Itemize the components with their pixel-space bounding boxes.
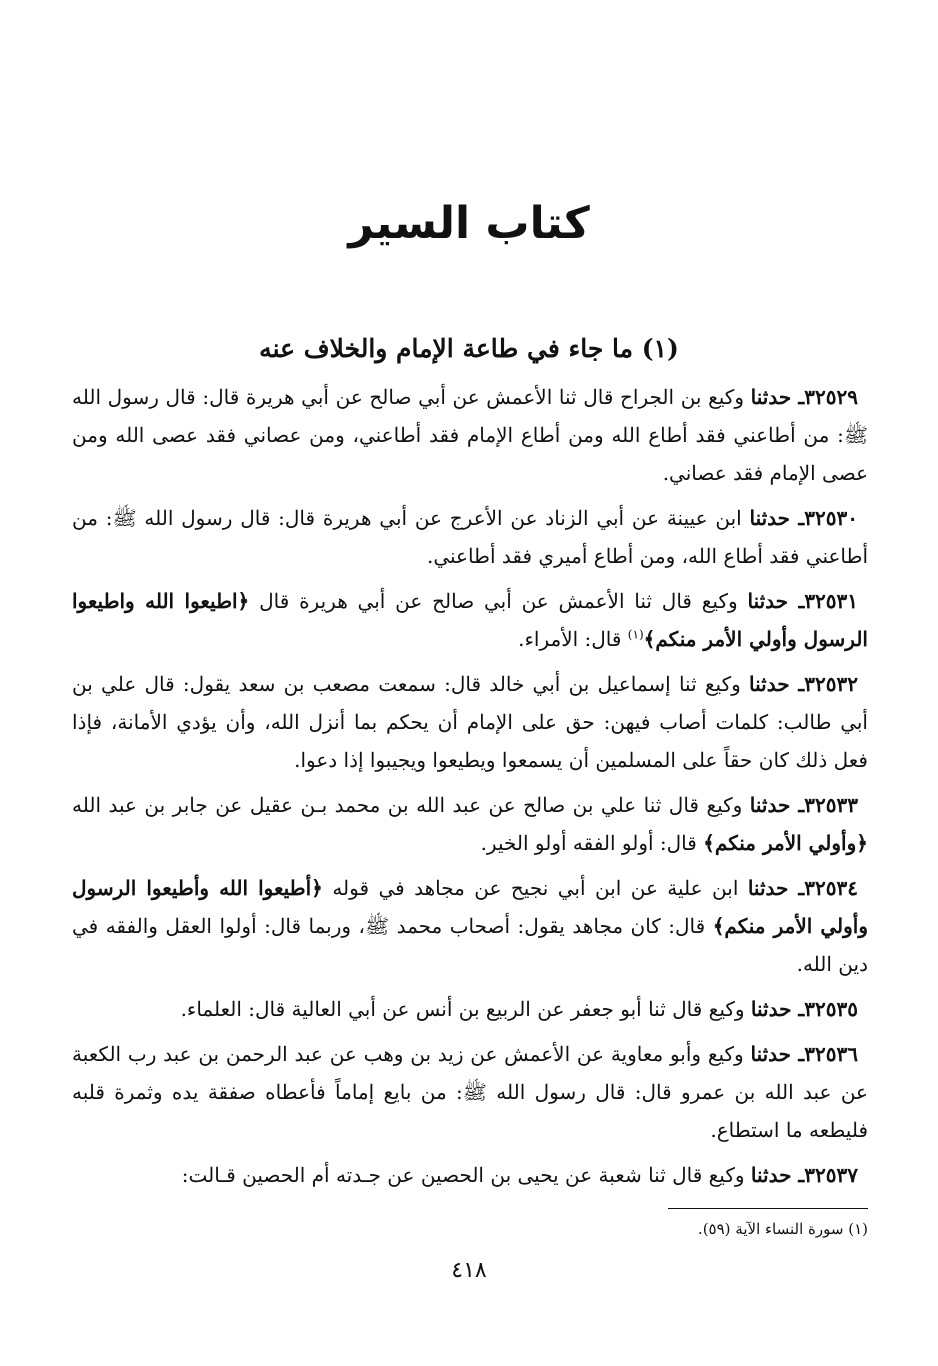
hadith-text: وكيع وأبو معاوية عن الأعمش عن زيد بن وهب عن عبد الرحمن بن عبد رب الكعبة عن عبد الله بن عمرو قال: قال رسول الله ﷺ: من بايع إماماً فأعطاه صفقة يده وثمرة قلبه فليطعه ما استطاع.	[72, 1042, 868, 1142]
chapter-heading: (١) ما جاء في طاعة الإمام والخلاف عنه	[259, 334, 679, 363]
hadith-lead: حدثنا	[749, 506, 791, 530]
hadith-text: وكيع ثنا إسماعيل بن أبي خالد قال: سمعت مصعب بن سعد يقول: قال علي بن أبي طالب: كلمات أصاب فيهن: حق على الإمام أن يحكم بما أنزل الله، وأن يؤدي الأمانة، فإذا فعل ذلك كان حقاً على المسلمين أن يسمعوا ويطيعوا ويجيبوا إذا دعوا.	[72, 672, 868, 772]
hadith-number: ٣٢٥٣٦	[804, 1042, 858, 1066]
footnote-divider	[668, 1208, 868, 1209]
hadith-32535: ٣٢٥٣٥ـ حدثنا وكيع قال ثنا أبو جعفر عن الربيع بن أنس عن أبي العالية قال: العلماء.	[180, 997, 858, 1021]
footnote-ref: (١)	[627, 627, 644, 642]
hadith-lead: حدثنا	[750, 385, 792, 409]
hadith-number: ٣٢٥٣٤	[804, 876, 859, 900]
hadith-number: ٣٢٥٣٥	[804, 997, 858, 1021]
hadith-text: ابن علية عن ابن أبي نجيح عن مجاهد في قوله	[332, 876, 739, 900]
quran-quote: ﴿اطيعوا الله واطيعوا الرسول وأولي الأمر منكم﴾	[72, 589, 868, 651]
hadith-32531: ٣٢٥٣١ـ حدثنا وكيع قال ثنا الأعمش عن أبي صالح عن أبي هريرة قال ﴿اطيعوا الله واطيعوا الرسول وأولي الأمر منكم﴾$^{(١)}$ قال: الأمراء.	[72, 589, 868, 651]
hadith-number: ٣٢٥٣٠	[804, 506, 859, 530]
hadith-number: ٣٢٥٣٢	[804, 672, 858, 696]
hadith-text: قال: أولو الفقه أولو الخير.	[480, 831, 697, 855]
hadith-lead: حدثنا	[747, 589, 789, 613]
hadith-32532: ٣٢٥٣٢ـ حدثنا وكيع ثنا إسماعيل بن أبي خالد قال: سمعت مصعب بن سعد يقول: قال علي بن أبي طالب: كلمات أصاب فيهن: حق على الإمام أن يحكم بما أنزل الله، وأن يؤدي الأمانة، فإذا فعل ذلك كان حقاً على المسلمين أن يسمعوا ويطيعوا ويجيبوا إذا دعوا.	[72, 672, 868, 772]
quran-quote: ﴿وأولي الأمر منكم﴾	[703, 831, 868, 855]
hadith-32530: ٣٢٥٣٠ـ حدثنا ابن عيينة عن أبي الزناد عن الأعرج عن أبي هريرة قال: قال رسول الله ﷺ: من أطاعني فقد أطاع الله، ومن أطاع أميري فقد أطاعني.	[72, 506, 868, 568]
hadith-lead: حدثنا	[747, 876, 789, 900]
hadith-list	[72, 378, 868, 1201]
hadith-32529: ٣٢٥٢٩ـ حدثنا وكيع بن الجراح قال ثنا الأعمش عن أبي صالح عن أبي هريرة قال: قال رسول الله ﷺ: من أطاعني فقد أطاع الله ومن أطاع الإمام فقد أطاعني، ومن عصاني فقد عصى الله ومن عصى الإمام فقد عصاني.	[72, 385, 868, 485]
hadith-lead: حدثنا	[750, 1042, 792, 1066]
hadith-lead: حدثنا	[750, 997, 792, 1021]
hadith-text: قال: كان مجاهد يقول: أصحاب محمد ﷺ، وربما قال: أولوا العقل والفقه في دين الله.	[72, 914, 868, 976]
hadith-text: وكيع بن الجراح قال ثنا الأعمش عن أبي صالح عن أبي هريرة قال: قال رسول الله ﷺ: من أطاعني فقد أطاع الله ومن أطاع الإمام فقد أطاعني، ومن عصاني فقد عصى الله ومن عصى الإمام فقد عصاني.	[72, 385, 868, 485]
hadith-text: وكيع قال ثنا علي بن صالح عن عبد الله بن محمد بـن عقيل عن جابر بن عبد الله	[72, 793, 743, 817]
hadith-number: ٣٢٥٣٧	[804, 1163, 858, 1187]
hadith-text: قال: الأمراء.	[518, 627, 622, 651]
hadith-text: وكيع قال ثنا أبو جعفر عن الربيع بن أنس عن أبي العالية قال: العلماء.	[180, 997, 745, 1021]
hadith-32533: ٣٢٥٣٣ـ حدثنا وكيع قال ثنا علي بن صالح عن عبد الله بن محمد بـن عقيل عن جابر بن عبد الله ﴿وأولي الأمر منكم﴾ قال: أولو الفقه أولو الخير.	[72, 793, 868, 855]
hadith-text: وكيع قال ثنا شعبة عن يحيى بن الحصين عن جـدته أم الحصين قـالت:	[181, 1163, 745, 1187]
hadith-number: ٣٢٥٢٩	[804, 385, 858, 409]
hadith-lead: حدثنا	[750, 1163, 792, 1187]
book-title: كتاب السير	[348, 198, 590, 249]
page-number: ٤١٨	[451, 1258, 487, 1283]
hadith-lead: حدثنا	[749, 672, 790, 696]
quran-quote: ﴿أطيعوا الله وأطيعوا الرسول وأولي الأمر منكم﴾	[72, 876, 868, 938]
hadith-lead: حدثنا	[749, 793, 791, 817]
hadith-number: ٣٢٥٣١	[804, 589, 859, 613]
footnote: (١) سورة النساء الآية (٥٩).	[697, 1220, 868, 1238]
hadith-32537: ٣٢٥٣٧ـ حدثنا وكيع قال ثنا شعبة عن يحيى بن الحصين عن جـدته أم الحصين قـالت:	[181, 1163, 858, 1187]
hadith-number: ٣٢٥٣٣	[804, 793, 859, 817]
hadith-32534: ٣٢٥٣٤ـ حدثنا ابن علية عن ابن أبي نجيح عن مجاهد في قوله ﴿أطيعوا الله وأطيعوا الرسول وأولي الأمر منكم﴾ قال: كان مجاهد يقول: أصحاب محمد ﷺ، وربما قال: أولوا العقل والفقه في دين الله.	[72, 876, 868, 976]
hadith-text: ابن عيينة عن أبي الزناد عن الأعرج عن أبي هريرة قال: قال رسول الله ﷺ: من أطاعني فقد أطاع الله، ومن أطاع أميري فقد أطاعني.	[72, 506, 868, 568]
hadith-text: وكيع قال ثنا الأعمش عن أبي صالح عن أبي هريرة قال	[259, 589, 738, 613]
hadith-32536: ٣٢٥٣٦ـ حدثنا وكيع وأبو معاوية عن الأعمش عن زيد بن وهب عن عبد الرحمن بن عبد رب الكعبة عن عبد الله بن عمرو قال: قال رسول الله ﷺ: من بايع إماماً فأعطاه صفقة يده وثمرة قلبه فليطعه ما استطاع.	[72, 1042, 868, 1142]
